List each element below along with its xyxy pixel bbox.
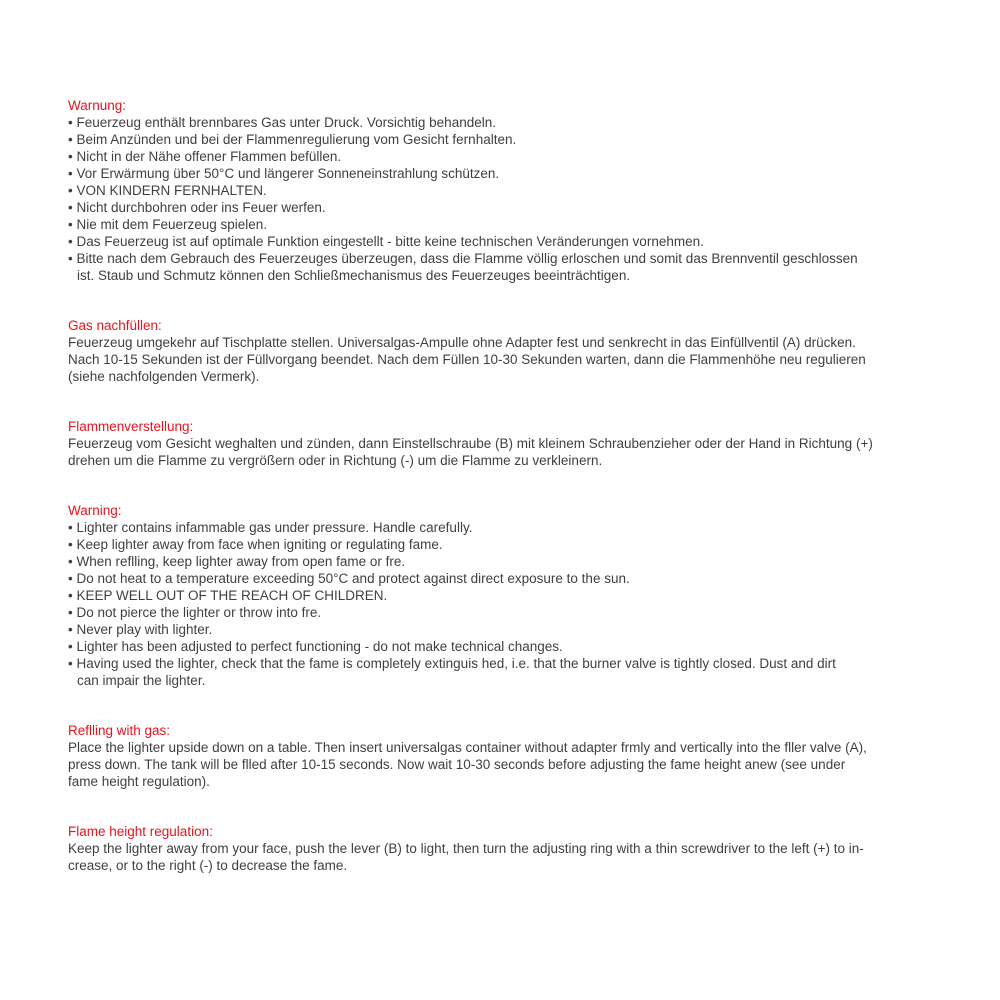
text-line: • Nicht durchbohren oder ins Feuer werfen. <box>68 200 326 215</box>
text-line: crease, or to the right (-) to decrease the fame. <box>68 858 348 873</box>
text-line: • Lighter has been adjusted to perfect functioning - do not make technical changes. <box>68 639 563 654</box>
text-line: • KEEP WELL OUT OF THE REACH OF CHILDREN. <box>68 588 388 603</box>
text-line: Keep the lighter away from your face, push the lever (B) to light, then turn the adjusting ring with a thin screwdriver to the left (+) to in- <box>68 841 864 856</box>
text-line: • Bitte nach dem Gebrauch des Feuerzeuges überzeugen, dass die Flamme völlig erloschen und somit das Brennventil geschlossen <box>68 251 858 266</box>
section-lines <box>68 334 945 385</box>
text-line: • When reflling, keep lighter away from open fame or fre. <box>68 554 406 569</box>
text-line: Place the lighter upside down on a table. Then insert universalgas container without adapter frmly and vertically into the fller valve (A), <box>68 740 867 755</box>
text-line: • Nicht in der Nähe offener Flammen befüllen. <box>68 149 342 164</box>
section-heading: Warning: <box>68 503 122 518</box>
text-line: • Never play with lighter. <box>68 622 213 637</box>
instruction-section <box>68 823 945 874</box>
instruction-section <box>68 317 945 385</box>
instruction-section <box>68 722 945 790</box>
text-line: can impair the lighter. <box>77 673 206 688</box>
text-line: • Lighter contains infammable gas under pressure. Handle carefully. <box>68 520 473 535</box>
text-line: (siehe nachfolgenden Vermerk). <box>68 369 260 384</box>
instruction-section <box>68 97 945 284</box>
section-heading: Gas nachfüllen: <box>68 318 162 333</box>
text-line: • Having used the lighter, check that the fame is completely extinguis hed, i.e. that the burner valve is tightly closed. Dust and dirt <box>68 656 836 671</box>
instruction-document <box>68 97 945 874</box>
section-lines <box>68 739 945 790</box>
instruction-section <box>68 502 945 689</box>
text-line: • Feuerzeug enthält brennbares Gas unter Druck. Vorsichtig behandeln. <box>68 115 496 130</box>
text-line: Feuerzeug vom Gesicht weghalten und zünden, dann Einstellschraube (B) mit kleinem Schraubenzieher oder der Hand in Richtung (+) <box>68 436 873 451</box>
text-line: drehen um die Flamme zu vergrößern oder in Richtung (-) um die Flamme zu verkleinern. <box>68 453 603 468</box>
section-lines <box>68 840 945 874</box>
text-line: ist. Staub und Schmutz können den Schließmechanismus des Feuerzeuges beeinträchtigen. <box>77 268 631 283</box>
section-lines <box>68 435 945 469</box>
text-line: • Do not heat to a temperature exceeding 50°C and protect against direct exposure to the sun. <box>68 571 630 586</box>
text-line: • Keep lighter away from face when igniting or regulating fame. <box>68 537 443 552</box>
text-line: • Vor Erwärmung über 50°C und längerer Sonneneinstrahlung schützen. <box>68 166 500 181</box>
section-heading: Flame height regulation: <box>68 824 213 839</box>
text-line: • Do not pierce the lighter or throw into fre. <box>68 605 322 620</box>
section-heading: Flammenverstellung: <box>68 419 194 434</box>
section-heading: Reflling with gas: <box>68 723 171 738</box>
text-line: • VON KINDERN FERNHALTEN. <box>68 183 267 198</box>
text-line: fame height regulation). <box>68 774 210 789</box>
section-lines <box>68 519 945 689</box>
section-lines <box>68 114 945 284</box>
text-line: Feuerzeug umgekehr auf Tischplatte stellen. Universalgas-Ampulle ohne Adapter fest und senkrecht in das Einfüllventil (A) drücken. <box>68 335 856 350</box>
section-heading: Warnung: <box>68 98 127 113</box>
text-line: • Nie mit dem Feuerzeug spielen. <box>68 217 268 232</box>
text-line: Nach 10-15 Sekunden ist der Füllvorgang beendet. Nach dem Füllen 10-30 Sekunden warten, dann die Flammenhöhe neu regulieren <box>68 352 866 367</box>
text-line: press down. The tank will be flled after 10-15 seconds. Now wait 10-30 seconds before adjusting the fame height anew (see under <box>68 757 846 772</box>
text-line: • Das Feuerzeug ist auf optimale Funktion eingestellt - bitte keine technischen Veränderungen vornehmen. <box>68 234 704 249</box>
instruction-section <box>68 418 945 469</box>
text-line: • Beim Anzünden und bei der Flammenregulierung vom Gesicht fernhalten. <box>68 132 517 147</box>
